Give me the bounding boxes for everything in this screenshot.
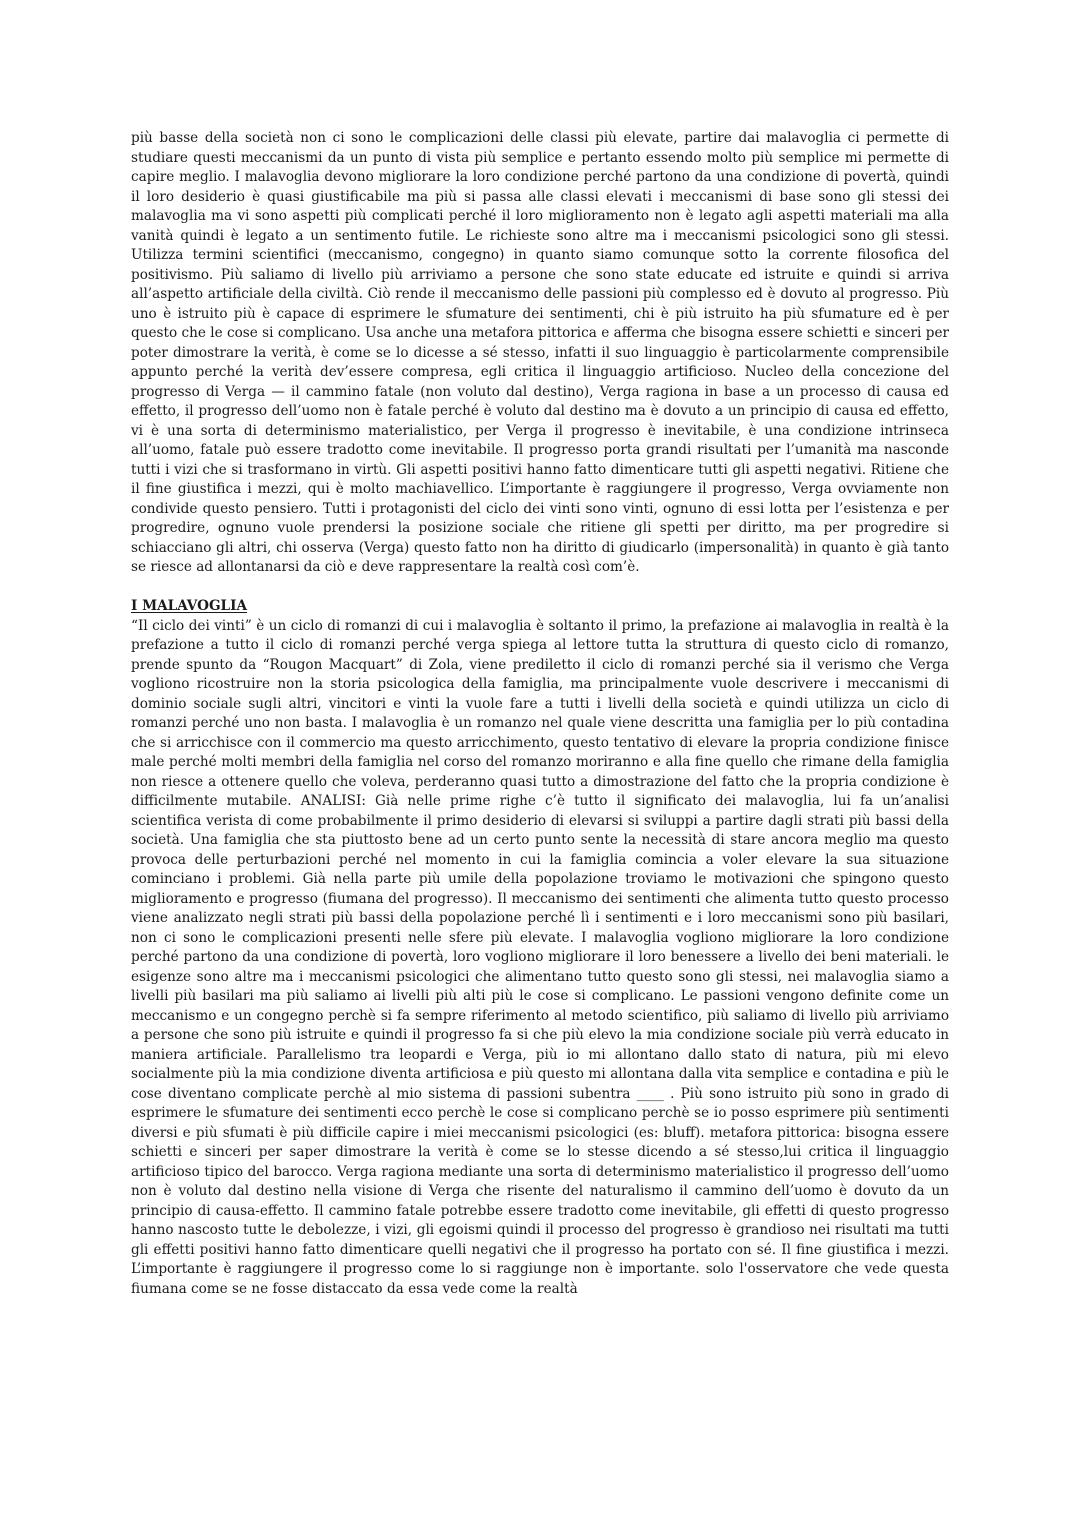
paragraph-malavoglia: “Il ciclo dei vinti” è un ciclo di romanzi di cui i malavoglia è soltanto il primo, la prefazione ai malavoglia in realtà è la prefazione a tutto il ciclo di romanzi perché verga spiega al lettore tutta la struttura di questo ciclo di romanzo, prende spunto da “Rougon Macquart” di Zola, viene prediletto il ciclo di romanzi perché sia il verismo che Verga vogliono ricostruire non la storia psicologica della famiglia, ma principalmente vuole descrivere i meccanismi di dominio sociale sugli altri, vincitori e vinti la vuole fare a tutti i livelli della società e quindi utilizza un ciclo di romanzi perché uno non basta. I malavoglia è un romanzo nel quale viene descritta una famiglia per lo più contadina che si arricchisce con il commercio ma questo arricchimento, questo tentativo di elevare la propria condizione finisce male perché molti membri della famiglia nel corso del romanzo moriranno e alla fine quello che rimane della famiglia non riesce a ottenere quello che voleva, perderanno quasi tutto a dimostrazione del fatto che la propria condizione è difficilmente mutabile. ANALISI: Già nelle prime righe c’è tutto il significato dei malavoglia, lui fa un’analisi scientifica verista di come probabilmente il primo desiderio di elevarsi si sviluppi a partire dagli strati più bassi della società. Una famiglia che sta piuttosto bene ad un certo punto sente la necessità di stare ancora meglio ma questo provoca delle perturbazioni perché nel momento in cui la famiglia comincia a voler elevare la sua situazione cominciano i problemi. Già nella parte più umile della popolazione troviamo le motivazioni che spingono questo miglioramento e progresso (fiumana del progresso). Il meccanismo dei sentimenti che alimenta tutto questo processo viene analizzato negli strati più bassi della popolazione perché lì i sentimenti e i loro meccanismi sono più basilari, non ci sono le complicazioni presenti nelle sfere più elevate. I malavoglia vogliono migliorare la loro condizione perché partono da una condizione di povertà, loro vogliono migliorare il loro benessere a livello dei beni materiali. le esigenze sono altre ma i meccanismi psicologici che alimentano tutto questo sono gli stessi, nei malavoglia siamo a livelli più basilari ma più saliamo ai livelli più alti più le cose si complicano. Le passioni vengono definite come un meccanismo e un congegno perchè si fa sempre riferimento al metodo scientifico, più saliamo di livello più arriviamo a persone che sono più istruite e quindi il progresso fa si che più elevo la mia condizione sociale più verrà educato in maniera artificiale. Parallelismo tra leopardi e Verga, più io mi allontano dallo stato di natura, più mi elevo socialmente più la mia condizione diventa artificiosa e più questo mi allontana dalla vita semplice e contadina e più le cose diventano complicate perchè al mio sistema di passioni subentra ____ . Più sono istruito più sono in grado di esprimere le sfumature dei sentimenti ecco perchè le cose si complicano perchè se io posso esprimere più sentimenti diversi e più sfumati è più difficile capire i miei meccanismi psicologici (es: bluff). metafora pittorica: bisogna essere schietti e sinceri per saper dimostrare la verità è come se lo stesse dicendo a sé stesso,lui critica il linguaggio artificioso tipico del barocco. Verga ragiona mediante una sorta di determinismo materialistico il progresso dell’uomo non è voluto dal destino nella visione di Verga che risente del naturalismo il cammino dell’uomo è dovuto da un principio di causa-effetto. Il cammino fatale potrebbe essere tradotto come inevitabile, gli effetti di questo progresso hanno nascosto tutte le debolezze, i vizi, gli egoismi quindi il processo del progresso è grandioso nei risultati ma tutti gli effetti positivi hanno fatto dimenticare quelli negativi che il progresso ha portato con sé. Il fine giustifica i mezzi. L’importante è raggiungere il progresso come lo si raggiunge non è importante. solo l'osservatore che vede questa fiumana come se ne fosse distaccato da essa vede come la realtà: [131, 617, 949, 1297]
paragraph-intro: più basse della società non ci sono le complicazioni delle classi più elevate, partire dai malavoglia ci permette di studiare questi meccanismi da un punto di vista più semplice e pertanto essendo molto più semplice mi permette di capire meglio. I malavoglia devono migliorare la loro condizione perché partono da una condizione di povertà, quindi il loro desiderio è quasi giustificabile ma più si passa alle classi elevati i meccanismi di base sono gli stessi dei malavoglia ma vi sono aspetti più complicati perché il loro miglioramento non è legato agli aspetti materiali ma alla vanità quindi è legato a un sentimento futile. Le richieste sono altre ma i meccanismi psicologici sono gli stessi. Utilizza termini scientifici (meccanismo, congegno) in quanto siamo comunque sotto la corrente filosofica del positivismo. Più saliamo di livello più arriviamo a persone che sono state educate ed istruite e quindi si arriva all’aspetto artificiale della civiltà. Ciò rende il meccanismo delle passioni più complesso ed è dovuto al progresso. Più uno è istruito più è capace di esprimere le sfumature dei sentimenti, chi è più istruito ha più sfumature ed è per questo che le cose si complicano. Usa anche una metafora pittorica e afferma che bisogna essere schietti e sinceri per poter dimostrare la verità, è come se lo dicesse a sé stesso, infatti il suo linguaggio è particolarmente comprensibile appunto perché la verità dev’essere compresa, egli critica il linguaggio artificioso. Nucleo della concezione del progresso di Verga — il cammino fatale (non voluto dal destino), Verga ragiona in base a un processo di causa ed effetto, il progresso dell’uomo non è fatale perché è voluto dal destino ma è dovuto a un principio di causa ed effetto, vi è una sorta di determinismo materialistico, per Verga il progresso è inevitabile, è una condizione intrinseca all’uomo, fatale può essere tradotto come inevitabile. Il progresso porta grandi risultati per l’umanità ma nasconde tutti i vizi che si trasformano in virtù. Gli aspetti positivi hanno fatto dimenticare tutti gli aspetti negativi. Ritiene che il fine giustifica i mezzi, qui è molto machiavellico. L’importante è raggiungere il progresso, Verga ovviamente non condivide questo pensiero. Tutti i protagonisti del ciclo dei vinti sono vinti, ognuno di essi lotta per l’esistenza e per progredire, ognuno vuole prendersi la posizione sociale che ritiene gli spetti per diritto, ma per progredire si schiacciano gli altri, chi osserva (Verga) questo fatto non ha diritto di giudicarlo (impersonalità) in quanto è già tanto se riesce ad allontanarsi da ciò e deve rappresentare la realtà così com’è.: [131, 130, 949, 575]
document-page: [131, 129, 949, 1299]
section-heading: I MALAVOGLIA: [131, 598, 248, 614]
